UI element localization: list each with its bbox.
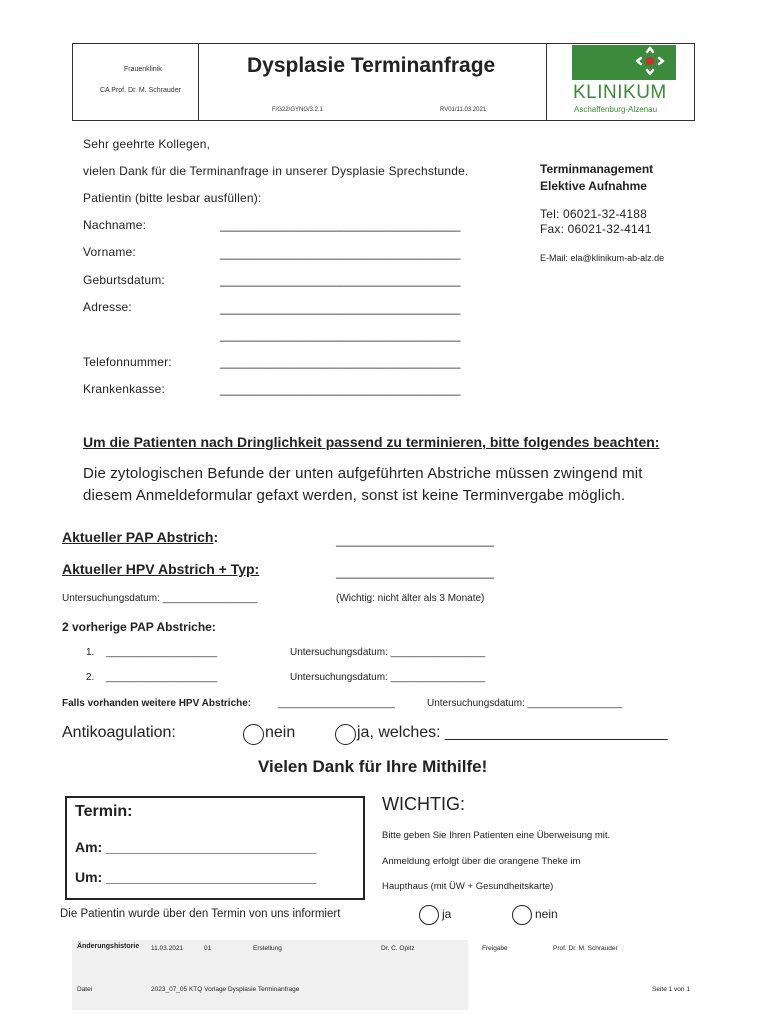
field-krankenkasse[interactable]: ___________________________________ bbox=[220, 382, 461, 396]
prev-pap-heading: 2 vorherige PAP Abstriche: bbox=[62, 620, 216, 634]
informiert-nein-label: nein bbox=[535, 907, 558, 921]
informiert-ja-label: ja bbox=[442, 907, 452, 921]
antikoag-ja-radio[interactable] bbox=[335, 724, 356, 745]
contact-fax: Fax: 06021-32-4141 bbox=[540, 222, 652, 236]
footer-rev: 01 bbox=[204, 945, 212, 952]
wichtig-line-1: Bitte geben Sie Ihren Patienten eine Überweisung mit. bbox=[382, 830, 611, 841]
hpv-field[interactable]: _______________________ bbox=[336, 565, 495, 579]
antikoag-ja-label[interactable]: ja, welches: _________________________ bbox=[357, 724, 668, 741]
wichtig-line-2: Anmeldung erfolgt über die orangene Theke im bbox=[382, 856, 581, 867]
notice-heading: Um die Patienten nach Dringlichkeit passend zu terminieren, bitte folgendes beachten: bbox=[83, 434, 660, 450]
notice-line-2: diesem Anmeldeformular gefaxt werden, sonst ist keine Terminvergabe möglich. bbox=[83, 487, 626, 504]
termin-title: Termin: bbox=[75, 803, 133, 820]
thanks-heading: Vielen Dank für Ihre Mithilfe! bbox=[258, 757, 488, 776]
antikoag-nein-radio[interactable] bbox=[243, 724, 264, 745]
page-title: Dysplasie Terminanfrage bbox=[247, 54, 496, 77]
pap-label-wrap bbox=[62, 529, 218, 545]
hpv-prev-label: Falls vorhanden weitere HPV Abstriche: bbox=[62, 698, 252, 709]
field-geburtsdatum[interactable]: ___________________________________ bbox=[220, 273, 461, 287]
greeting: Sehr geehrte Kollegen, bbox=[83, 137, 211, 151]
contact-heading-2: Elektive Aufnahme bbox=[540, 179, 647, 193]
field-telefon[interactable]: ___________________________________ bbox=[220, 355, 461, 369]
termin-am-field[interactable]: Am: ___________________________ bbox=[75, 839, 317, 855]
prev-item-1-number: 1. bbox=[86, 647, 95, 658]
antikoag-label: Antikoagulation: bbox=[62, 724, 176, 741]
header-divider bbox=[198, 44, 199, 120]
informiert-ja-radio[interactable] bbox=[419, 905, 439, 925]
hpv-label: Aktueller HPV Abstrich + Typ: bbox=[62, 561, 260, 577]
doc-code: F/G22/GYNG/3.2.1 bbox=[272, 107, 324, 113]
chief-physician: CA Prof. Dr. M. Schrauder bbox=[100, 87, 181, 94]
wichtig-line-3: Haupthaus (mit ÜW + Gesundheitskarte) bbox=[382, 881, 554, 892]
footer-author: Dr. C. Opitz bbox=[381, 945, 415, 952]
pap-label: Aktueller PAP Abstrich bbox=[62, 529, 214, 545]
header-divider bbox=[546, 44, 547, 120]
clinic-name: Frauenklinik bbox=[124, 66, 162, 73]
logo-cross-icon bbox=[635, 45, 665, 79]
field-adresse-1[interactable]: ___________________________________ bbox=[220, 301, 461, 315]
label-geburtsdatum: Geburtsdatum: bbox=[83, 273, 165, 287]
thanks-text: vielen Dank für die Terminanfrage in unserer Dysplasie Sprechstunde. bbox=[83, 164, 469, 178]
hpv-prev-field[interactable]: _____________________ bbox=[278, 698, 395, 709]
untersuchungsdatum-field[interactable]: Untersuchungsdatum: _________________ bbox=[62, 593, 258, 604]
footer-freigabe: Freigabe bbox=[482, 945, 508, 952]
label-nachname: Nachname: bbox=[83, 218, 147, 232]
notice-line-1: Die zytologischen Befunde der unten aufgeführten Abstriche müssen zwingend mit bbox=[83, 465, 643, 482]
prev-item-1-datum[interactable]: Untersuchungsdatum: _________________ bbox=[290, 647, 486, 658]
klinikum-logo bbox=[572, 45, 676, 119]
footer-filename: 2023_07_05 KTQ Vorlage Dysplasie Terminanfrage bbox=[151, 986, 300, 993]
prev-item-2-datum[interactable]: Untersuchungsdatum: _________________ bbox=[290, 672, 486, 683]
contact-heading-1: Terminmanagement bbox=[540, 162, 654, 176]
field-vorname[interactable]: ___________________________________ bbox=[220, 246, 461, 260]
prev-item-2-field[interactable]: ____________________ bbox=[106, 672, 218, 683]
prev-item-2-number: 2. bbox=[86, 672, 95, 683]
hpv-prev-datum[interactable]: Untersuchungsdatum: _________________ bbox=[427, 698, 623, 709]
field-nachname[interactable]: ___________________________________ bbox=[220, 218, 461, 232]
pap-field[interactable]: _______________________ bbox=[336, 533, 495, 547]
footer-date: 11.03.2021 bbox=[151, 945, 184, 952]
wichtig-title: WICHTIG: bbox=[382, 794, 465, 814]
label-krankenkasse: Krankenkasse: bbox=[83, 382, 165, 396]
informiert-nein-radio[interactable] bbox=[512, 905, 532, 925]
footer-approver: Prof. Dr. M. Schrauder bbox=[553, 945, 618, 952]
patient-hint: Patientin (bitte lesbar ausfüllen): bbox=[83, 191, 262, 205]
label-telefon: Telefonnummer: bbox=[83, 355, 172, 369]
logo-subtext: Aschaffenburg-Alzenau bbox=[574, 105, 658, 114]
footer-datei: Datei bbox=[77, 986, 93, 993]
footer-page: Seite 1 von 1 bbox=[652, 986, 690, 993]
footer-historie: Änderungshistorie bbox=[77, 943, 140, 950]
informiert-label: Die Patientin wurde über den Termin von uns informiert bbox=[60, 908, 341, 920]
field-adresse-2[interactable]: ___________________________________ bbox=[220, 328, 461, 342]
label-adresse: Adresse: bbox=[83, 300, 132, 314]
pap-colon: : bbox=[213, 529, 219, 545]
label-vorname: Vorname: bbox=[83, 245, 136, 259]
termin-um-field[interactable]: Um: ___________________________ bbox=[75, 869, 317, 885]
logo-text: KLINIKUM bbox=[573, 82, 667, 103]
doc-version: RV01/11.03.2021 bbox=[440, 107, 487, 113]
contact-tel: Tel: 06021-32-4188 bbox=[540, 207, 648, 221]
antikoag-nein-label: nein bbox=[265, 724, 296, 741]
footer-erstellung: Erstellung bbox=[253, 945, 282, 952]
prev-item-1-field[interactable]: ____________________ bbox=[106, 647, 218, 658]
contact-email: E-Mail: ela@klinikum-ab-alz.de bbox=[540, 253, 665, 263]
wichtig-hint: (Wichtig: nicht älter als 3 Monate) bbox=[336, 593, 485, 604]
